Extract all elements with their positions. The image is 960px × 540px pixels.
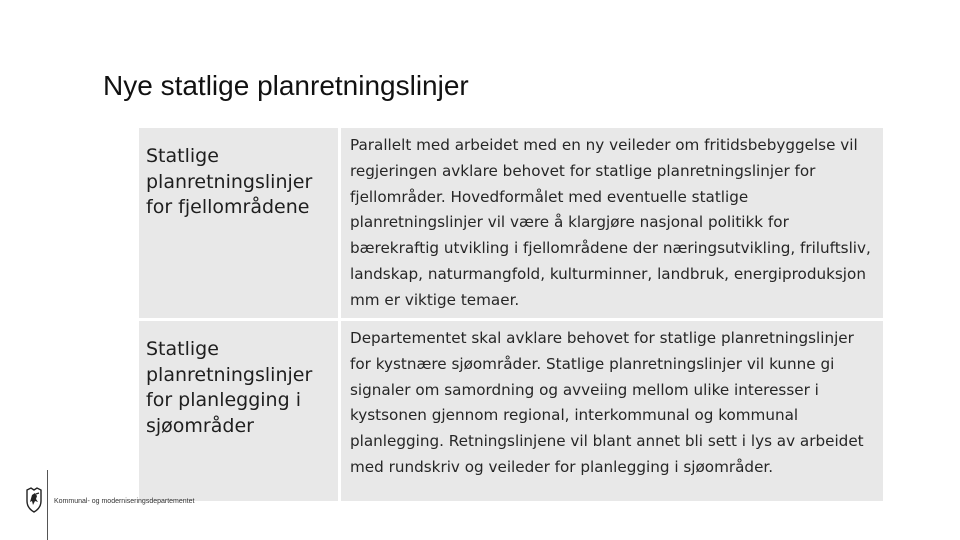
row-heading: Statlige planretningslinjer for fjellområdene bbox=[146, 145, 313, 218]
table-row-2-heading-cell bbox=[139, 321, 338, 501]
table-row-1-heading-cell bbox=[139, 128, 338, 318]
row-text: Departementet skal avklare behovet for statlige planretningslinjer for kystnære sjøområder. Statlige planretningslinjer vil kunne gi signaler om samordning og avveiing mellom ulike interesser i kystsonen gjennom regional, interkommunal og kommunal planlegging. Retningslinjene vil blant annet bli sett i lys av arbeidet med rundskriv og veileder for planlegging i sjøområder. bbox=[350, 329, 864, 476]
ministry-name: Kommunal- og moderniseringsdepartementet bbox=[54, 498, 195, 505]
norwegian-coat-of-arms-icon bbox=[24, 487, 44, 513]
table-row-2-text-cell bbox=[341, 321, 883, 501]
slide-title: Nye statlige planretningslinjer bbox=[103, 70, 469, 101]
row-heading: Statlige planretningslinjer for planlegging i sjøområder bbox=[146, 338, 313, 437]
row-text: Parallelt med arbeidet med en ny veileder om fritidsbebyggelse vil regjeringen avklare behovet for statlige planretningslinjer for fjellområder. Hovedformålet med eventuelle statlige planretningslinjer vil være å klargjøre nasjonal politikk for bærekraftig utvikling i fjellområdene der næringsutvikling, friluftsliv, landskap, naturmangfold, kulturminner, landbruk, energiproduksjon mm er viktige temaer. bbox=[350, 136, 871, 309]
table-row-1-text-cell bbox=[341, 128, 883, 318]
logo-divider bbox=[47, 470, 48, 540]
